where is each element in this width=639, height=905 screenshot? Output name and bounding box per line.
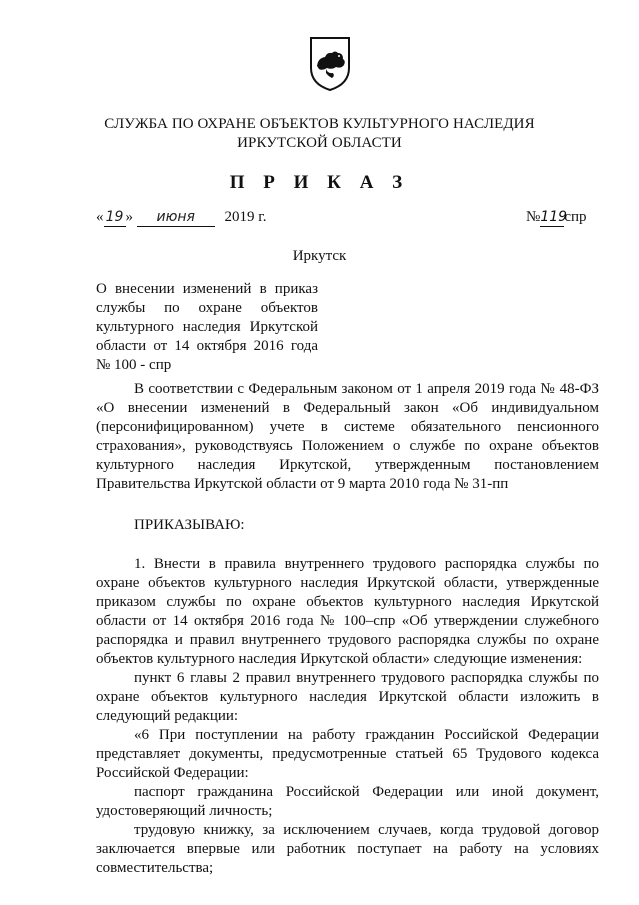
city-name: Иркутск <box>292 248 347 264</box>
paragraph-5: трудовую книжку, за исключением случаев, когда трудовой договор заключается впервые или работник поступает на работу на условиях совместительства; <box>96 822 599 876</box>
organization-line-1: СЛУЖБА ПО ОХРАНЕ ОБЪЕКТОВ КУЛЬТУРНОГО НАСЛЕДИЯ <box>104 116 535 132</box>
number-value: 119 <box>540 209 568 225</box>
subject-line-4: области от 14 октября 2016 года <box>96 338 318 354</box>
paragraph-4: паспорт гражданина Российской Федерации или иной документ, удостоверяющий личность; <box>96 784 599 819</box>
date-year: 2019 г. <box>224 209 267 225</box>
document-number <box>526 209 587 227</box>
preamble-paragraph: В соответствии с Федеральным законом от 1 апреля 2019 года № 48-ФЗ «О внесении изменений в Федеральный закон «Об индивидуальном (персонифицированном) учете в системе обязательного пенсионного страхования», руководствуясь Положением о службе по охране объектов культурного наследия Иркутской, утвержденным постановлением Правительства Иркутской области от 9 марта 2010 года № 31-пп <box>96 381 599 492</box>
date-close-quote: » <box>125 209 133 225</box>
number-prefix: № <box>526 209 541 225</box>
document-body <box>96 380 599 878</box>
organization-line-2: ИРКУТСКОЙ ОБЛАСТИ <box>237 135 402 151</box>
subject-line-3: культурного наследия Иркутской <box>96 319 318 335</box>
subject-line-1: О внесении изменений в приказ <box>96 281 318 297</box>
subject-line-2: службы по охране объектов <box>96 300 318 316</box>
order-word: ПРИКАЗЫВАЮ: <box>134 517 245 533</box>
document-type-title: П Р И К А З <box>229 172 410 193</box>
number-suffix: спр <box>564 209 587 225</box>
coat-of-arms-emblem <box>308 36 352 92</box>
subject-line-5: № 100 - спр <box>96 357 172 373</box>
paragraph-1: 1. Внести в правила внутреннего трудового распорядка службы по охране объектов культурного наследия Иркутской области, утвержденные приказом службы по охране объектов культурного наследия Иркутской области от 14 октября 2016 года № 100–спр «Об утверждении служебного распорядка и правил внутреннего трудового распорядка службы по охране объектов культурного наследия Иркутской области» следующие изменения: <box>96 556 599 667</box>
date-open-quote: « <box>96 209 104 225</box>
paragraph-3: «6 При поступлении на работу гражданин Российской Федерации представляет документы, предусмотренные статьей 65 Трудового кодекса Российской Федерации: <box>96 727 599 781</box>
date-day: 19 <box>104 209 126 227</box>
document-subject <box>96 280 318 375</box>
document-date <box>96 209 266 227</box>
paragraph-2: пункт 6 главы 2 правил внутреннего трудового распорядка службы по охране объектов культурного наследия Иркутской области изложить в следующий редакции: <box>96 670 599 724</box>
date-month: июня <box>137 209 215 227</box>
organization-name <box>0 115 639 153</box>
